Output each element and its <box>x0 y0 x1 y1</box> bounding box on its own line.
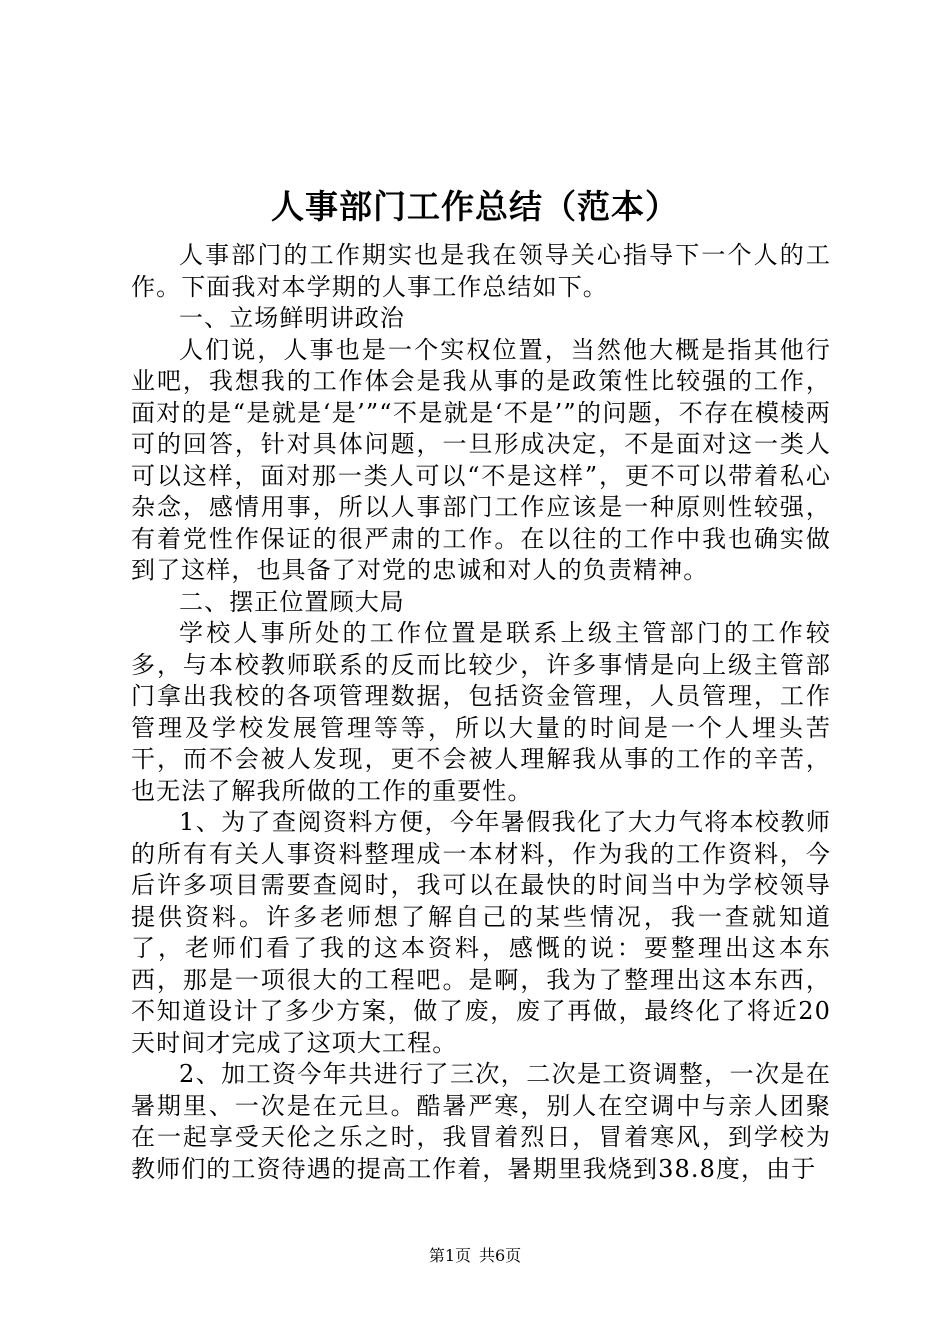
document-body <box>131 240 831 1185</box>
document-title: 人事部门工作总结（范本） <box>271 187 679 226</box>
paragraph-item-2: 2、加工资今年共进行了三次，二次是工资调整，一次是在暑期里、一次是在元旦。酷暑严寒，别人在空调中与亲人团聚在一起享受天伦之乐之时，我冒着烈日，冒着寒风，到学校为教师们的工资待遇的提高工作着，暑期里我烧到38.8度，由于 <box>131 1060 831 1183</box>
page-footer <box>0 1244 950 1268</box>
paragraph-intro: 人事部门的工作期实也是我在领导关心指导下一个人的工作。下面我对本学期的人事工作总结如下。 <box>131 241 831 301</box>
section-heading-1: 一、立场鲜明讲政治 <box>179 304 405 332</box>
paragraph-item-1: 1、为了查阅资料方便，今年暑假我化了大力气将本校教师的所有有关人事资料整理成一本材料，作为我的工作资料，今后许多项目需要查阅时，我可以在最快的时间当中为学校领导提供资料。许多老师想了解自己的某些情况，我一查就知道了，老师们看了我的这本资料，感慨的说：要整理出这本东西，那是一项很大的工程吧。是啊，我为了整理出这本东西，不知道设计了多少方案，做了废，废了再做，最终化了将近20天时间才完成了这项大工程。 <box>131 808 831 1057</box>
section-heading-2: 二、摆正位置顾大局 <box>179 587 405 616</box>
page-total: 共6页 <box>479 1246 522 1265</box>
paragraph-section-1: 人们说，人事也是一个实权位置，当然他大概是指其他行业吧，我想我的工作体会是我从事的是政策性比较强的工作，面对的是“是就是‘是’”“不是就是‘不是’”的问题，不存在模棱两可的回答，针对具体问题，一旦形成决定，不是面对这一类人可以这样，面对那一类人可以“不是这样”，更不可以带着私心杂念，感情用事，所以人事部门工作应该是一种原则性较强，有着党性作保证的很严肃的工作。在以往的工作中我也确实做到了这样，也具备了对党的忠诚和对人的负责精神。 <box>131 335 831 584</box>
page-number: 第1页 <box>428 1246 471 1265</box>
paragraph-section-2: 学校人事所处的工作位置是联系上级主管部门的工作较多，与本校教师联系的反而比较少，许多事情是向上级主管部门拿出我校的各项管理数据，包括资金管理，人员管理，工作管理及学校发展管理等等，所以大量的时间是一个人埋头苦干，而不会被人发现，更不会被人理解我从事的工作的辛苦，也无法了解我所做的工作的重要性。 <box>131 619 831 805</box>
